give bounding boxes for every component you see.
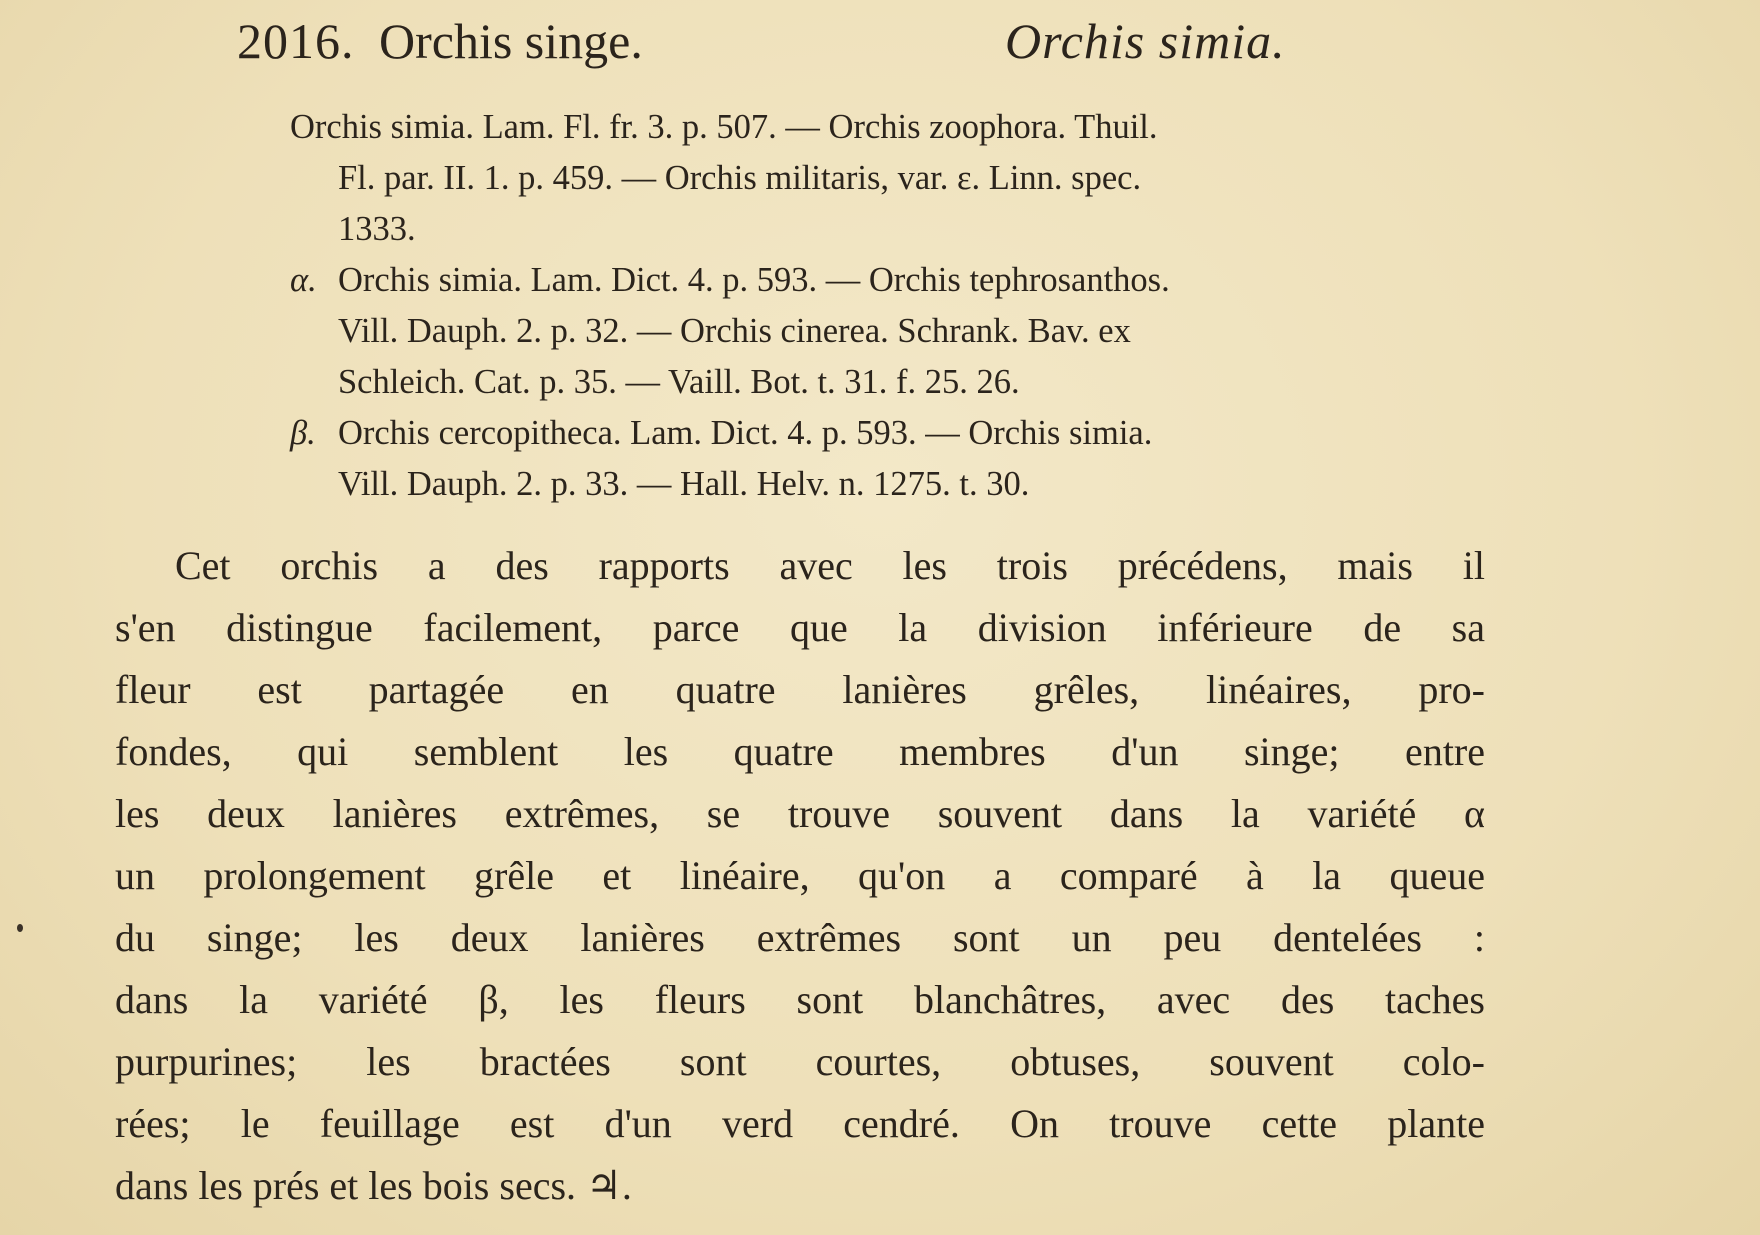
variety-marker: β. (290, 414, 316, 452)
ink-speck (17, 924, 23, 932)
paragraph-line: rées; le feuillage est d'un verd cendré. On trouve cette plante (115, 1101, 1485, 1146)
synonym-entry-main (290, 102, 1490, 255)
description-paragraph (115, 535, 1495, 1217)
entry-number: 2016. (237, 13, 355, 69)
synonym-line: Orchis simia. Lam. Fl. fr. 3. p. 507. — Orchis zoophora. Thuil. (290, 108, 1158, 146)
latin-name: Orchis simia. (1005, 13, 1286, 69)
paragraph-line: s'en distingue facilement, parce que la division inférieure de sa (115, 605, 1485, 650)
synonym-line: Orchis cercopitheca. Lam. Dict. 4. p. 593. — Orchis simia. (338, 414, 1153, 452)
paragraph-line: dans la variété β, les fleurs sont blanchâtres, avec des taches (115, 977, 1485, 1022)
synonym-entry-beta (290, 408, 1490, 510)
paragraph-line: fondes, qui semblent les quatre membres d'un singe; entre (115, 729, 1485, 774)
synonym-line: Orchis simia. Lam. Dict. 4. p. 593. — Orchis tephrosanthos. (338, 261, 1170, 299)
common-name: Orchis singe. (379, 13, 643, 69)
synonym-line: 1333. (338, 210, 416, 248)
synonym-line: Fl. par. II. 1. p. 459. — Orchis militaris, var. ε. Linn. spec. (338, 159, 1142, 197)
entry-heading (237, 6, 1377, 76)
paragraph-line: un prolongement grêle et linéaire, qu'on a comparé à la queue (115, 853, 1485, 898)
paragraph-line: dans les prés et les bois secs. ♃. (115, 1163, 632, 1208)
paragraph-line: fleur est partagée en quatre lanières grêles, linéaires, pro- (115, 667, 1485, 712)
synonym-entry-alpha (290, 255, 1490, 408)
synonym-line: Schleich. Cat. p. 35. — Vaill. Bot. t. 31. f. 25. 26. (338, 363, 1020, 401)
synonym-line: Vill. Dauph. 2. p. 32. — Orchis cinerea. Schrank. Bav. ex (338, 312, 1131, 350)
paragraph-line: les deux lanières extrêmes, se trouve souvent dans la variété α (115, 791, 1485, 836)
synonymy-block (290, 102, 1490, 510)
paragraph-line: du singe; les deux lanières extrêmes sont un peu dentelées : (115, 915, 1485, 960)
synonym-line: Vill. Dauph. 2. p. 33. — Hall. Helv. n. 1275. t. 30. (338, 465, 1030, 503)
variety-marker: α. (290, 261, 317, 299)
paragraph-line: Cet orchis a des rapports avec les trois précédens, mais il (175, 543, 1485, 588)
paragraph-line: purpurines; les bractées sont courtes, obtuses, souvent colo- (115, 1039, 1485, 1084)
